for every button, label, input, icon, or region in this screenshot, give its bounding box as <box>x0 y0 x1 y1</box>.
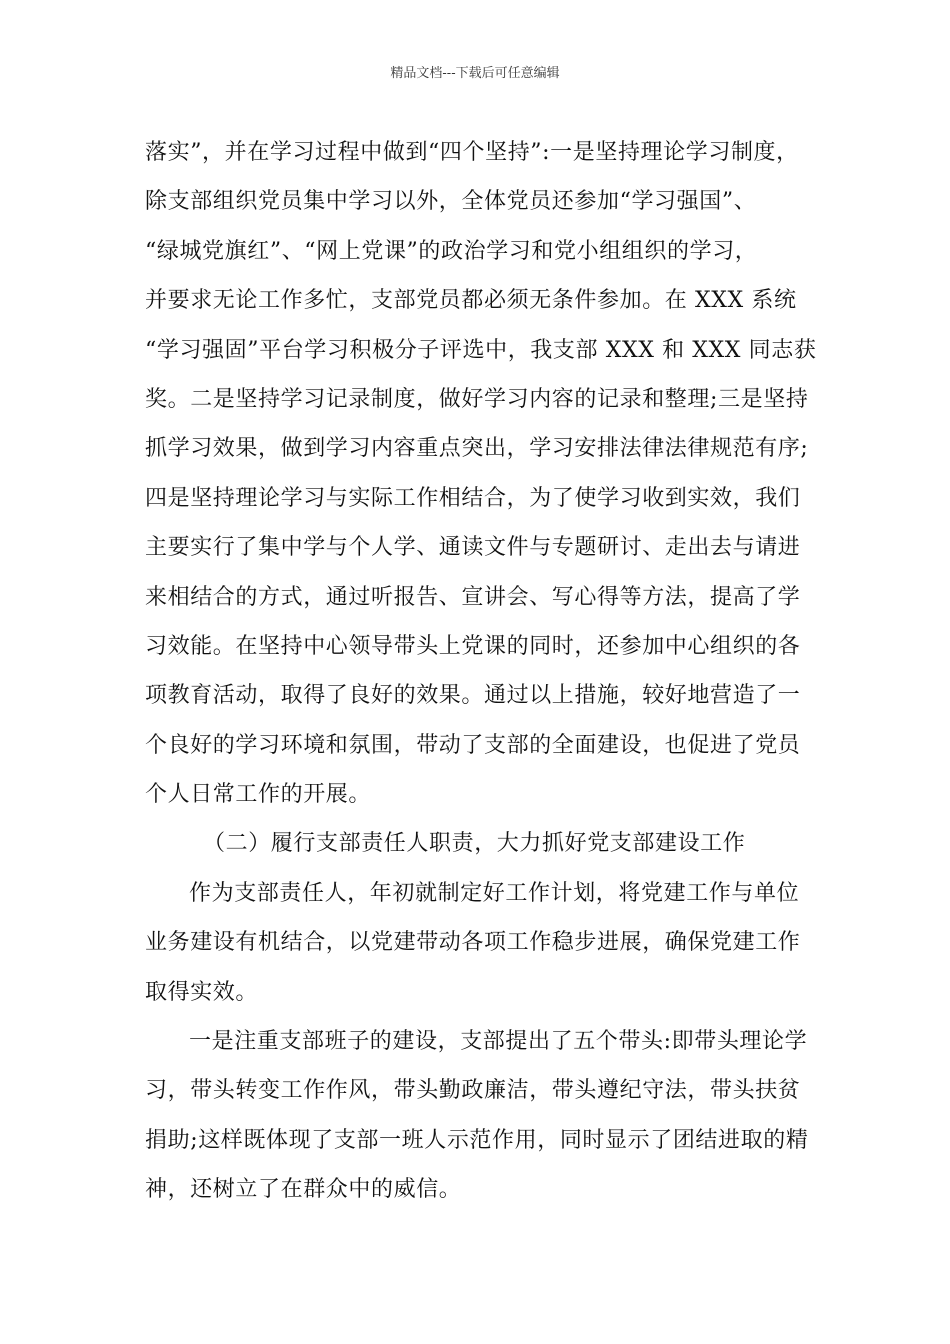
body-line: 个良好的学习环境和氛围，带动了支部的全面建设，也促进了党员 <box>145 732 801 758</box>
body-line: 主要实行了集中学与个人学、通读文件与专题研讨、走出去与请进 <box>145 535 801 561</box>
body-line: 取得实效。 <box>145 979 259 1005</box>
body-line: “绿城党旗红”、“网上党课”的政治学习和党小组组织的学习， <box>145 238 758 264</box>
body-line: 神，还树立了在群众中的威信。 <box>145 1177 462 1203</box>
body-line: 习效能。在坚持中心领导带头上党课的同时，还参加中心组织的各 <box>145 633 801 659</box>
document-body <box>145 128 815 1215</box>
body-line: 业务建设有机结合，以党建带动各项工作稳步进展，确保党建工作 <box>145 930 801 956</box>
body-line: 个人日常工作的开展。 <box>145 782 372 808</box>
body-line: 并要求无论工作多忙，支部党员都必须无条件参加。在 XXX 系统 <box>145 288 797 314</box>
section-heading: （二）履行支部责任人职责，大力抓好党支部建设工作 <box>203 831 746 857</box>
paragraph-first-line: 一是注重支部班子的建设，支部提出了五个带头:即带头理论学 <box>189 1029 808 1055</box>
page-header: 精品文档---下载后可任意编辑 <box>390 66 560 81</box>
body-line: 来相结合的方式，通过听报告、宣讲会、写心得等方法，提高了学 <box>145 584 801 610</box>
body-line: 四是坚持理论学习与实际工作相结合，为了使学习收到实效，我们 <box>145 485 801 511</box>
body-line: 除支部组织党员集中学习以外，全体党员还参加“学习强国”、 <box>145 189 757 215</box>
body-line: 落实”，并在学习过程中做到“四个坚持”:一是坚持理论学习制度， <box>145 140 799 165</box>
body-line: 抓学习效果，做到学习内容重点突出，学习安排法律法律规范有序; <box>145 436 809 462</box>
body-line: 习，带头转变工作作风，带头勤政廉洁，带头遵纪守法，带头扶贫 <box>145 1078 801 1104</box>
body-line: 奖。二是坚持学习记录制度，做好学习内容的记录和整理;三是坚持 <box>145 386 809 412</box>
body-line: 项教育活动，取得了良好的效果。通过以上措施，较好地营造了一 <box>145 683 801 709</box>
body-line: “学习强固”平台学习积极分子评选中，我支部 XXX 和 XXX 同志获 <box>145 337 817 363</box>
body-line: 捐助;这样既体现了支部一班人示范作用，同时显示了团结进取的精 <box>145 1127 809 1153</box>
paragraph-first-line: 作为支部责任人，年初就制定好工作计划，将党建工作与单位 <box>189 880 800 906</box>
